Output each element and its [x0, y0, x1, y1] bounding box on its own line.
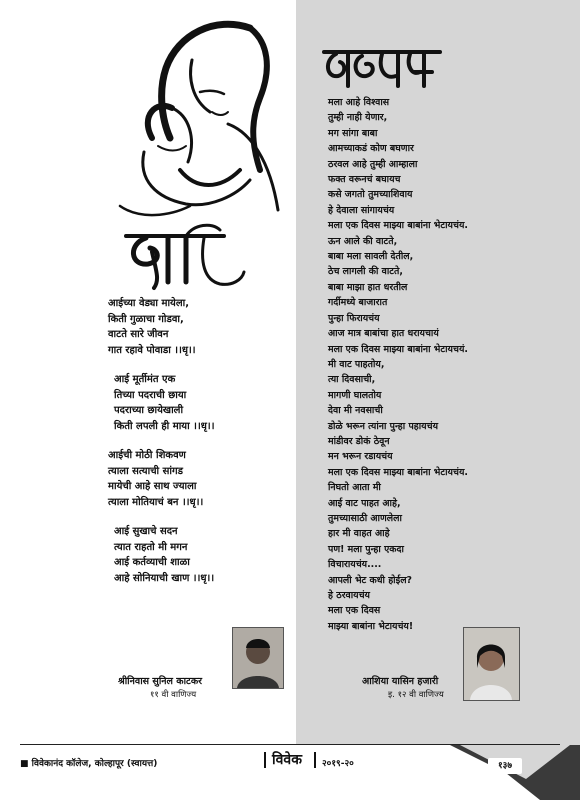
poem-line: आईची मोठी शिकवण: [108, 450, 186, 461]
poem-line: गर्दीमध्ये बाजारात: [328, 297, 388, 309]
poem-line: आपली भेट कधी होईल?: [328, 574, 412, 586]
poem-stanza: [108, 448, 293, 510]
poem-line: हे ठरवायचंय: [328, 590, 370, 601]
poem-line: डोळे भरून त्यांना पुन्हा पहायचंय: [328, 420, 439, 432]
poem-line: तुमच्यासाठी आणलेला: [328, 512, 402, 524]
poem-stanza: [108, 524, 293, 586]
author-photo-left: [232, 627, 284, 689]
author-name-right: आशिया यासिन हजारी: [362, 676, 439, 687]
poem-line: पुन्हा फिरायचंय: [328, 312, 380, 324]
poem-line: मन भरून रडायचंय: [328, 451, 393, 463]
poem-line: त्यात राहतो मी मगन: [114, 541, 188, 553]
poem-line: आज मात्र बाबांचा हात धरायचायं: [328, 328, 439, 340]
poem-line: फक्त वरूनचं बघायच: [328, 174, 401, 186]
poem-line: आई सुखाचे सदन: [114, 526, 178, 537]
poem-line: हार मी वाहत आहे: [328, 528, 390, 540]
poem-stanza: [108, 296, 293, 358]
poem-line: त्या दिवसाची,: [328, 374, 376, 386]
poem-line: आई मूर्तीमंत एक: [114, 374, 176, 385]
magazine-year: २०१९-२०: [322, 759, 354, 769]
poem-line: मायेची आहे साथ ज्याला: [108, 481, 197, 492]
poem-line: विचारायचंय....: [328, 559, 382, 571]
athvan-poem: [328, 95, 568, 634]
magazine-name: विवेक: [272, 752, 302, 768]
poem-line: किती गुळाचा गोडवा,: [108, 313, 184, 325]
poem-line: आई कर्तव्याची शाळा: [114, 557, 190, 568]
poem-stanza: [108, 372, 293, 434]
aai-poem: [108, 296, 293, 600]
poem-line: तिच्या पदराची छाया: [114, 389, 187, 401]
poem-line: पदराच्या छायेखाली: [114, 405, 184, 416]
author-photo-right: [463, 627, 520, 701]
poem-line: त्याला सत्याची सांगड: [108, 465, 183, 477]
author-class-right: इ. १२ वी वाणिज्य: [388, 690, 444, 700]
poem-line: निघतो आता मी: [328, 482, 381, 494]
poem-line: कसे जगतो तुमच्याशिवाय: [328, 189, 413, 201]
poem-line: बाबा माझा हात धरतील: [328, 281, 408, 293]
mother-child-illustration: [100, 20, 290, 220]
poem-line: त्याला मोतियाचं बन ।।धृ।।: [108, 496, 204, 508]
poem-line: मांडीवर डोकं ठेवून: [328, 435, 390, 447]
poem-line: पण! मला पुन्हा एकदा: [328, 543, 404, 555]
poem-line: ठरवल आहे तुम्ही आम्हाला: [328, 158, 418, 170]
poem-line: मला एक दिवस माझ्या बाबांना भेटायचंय.: [328, 220, 468, 232]
poem-line: आमच्याकडं कोण बघणार: [328, 143, 414, 155]
poem-line: देवा मी नवसाची: [328, 405, 383, 417]
poem-line: आई वाट पाहत आहे,: [328, 497, 401, 509]
poem-line: वाटते सारे जीवन: [108, 329, 169, 340]
page-number: १३७: [488, 758, 522, 774]
poem-line: हे देवाला सांगायचंय: [328, 204, 395, 216]
poem-line: ऊन आले की वाटते,: [328, 235, 398, 247]
footer-college-name: ■ विवेकानंद कॉलेज, कोल्हापूर (स्वायत्त): [20, 759, 158, 769]
poem-line: आहे सोनियाची खाण ।।धृ।।: [114, 572, 215, 584]
footer-separator: [264, 752, 266, 768]
poem-line: मला एक दिवस माझ्या बाबांना भेटायचंय.: [328, 466, 468, 478]
poem-line: मग सांगा बाबा: [328, 127, 378, 139]
athvan-calligraphy-title: [322, 42, 442, 92]
poem-line: मला एक दिवस: [328, 605, 381, 617]
author-class-left: ११ वी वाणिज्य: [150, 690, 197, 700]
poem-line: माझ्या बाबांना भेटायचंय!: [328, 620, 414, 632]
poem-line: मी वाट पाहतोय,: [328, 358, 385, 370]
aai-calligraphy-title: [120, 222, 250, 292]
poem-line: ठेच लागली की वाटते,: [328, 266, 403, 278]
poem-line: बाबा मला सावली देतील,: [328, 251, 414, 263]
poem-line: मागणी घालतोय: [328, 389, 382, 401]
poem-line: मला आहे विश्वास: [328, 97, 390, 108]
college-name: विवेकानंद कॉलेज, कोल्हापूर (स्वायत्त): [31, 759, 158, 769]
author-name-left: श्रीनिवास सुनिल काटकर: [118, 676, 203, 687]
poem-line: तुम्ही नाही येणार,: [328, 112, 388, 124]
poem-line: गात रहावे पोवाडा ।।धृ।।: [108, 344, 196, 356]
poem-line: किती लपली ही माया ।।धृ।।: [114, 420, 215, 432]
poem-line: मला एक दिवस माझ्या बाबांना भेटायचयं.: [328, 343, 468, 355]
footer-separator: [314, 752, 316, 768]
poem-line: आईच्या वेड्या मायेला,: [108, 298, 190, 309]
